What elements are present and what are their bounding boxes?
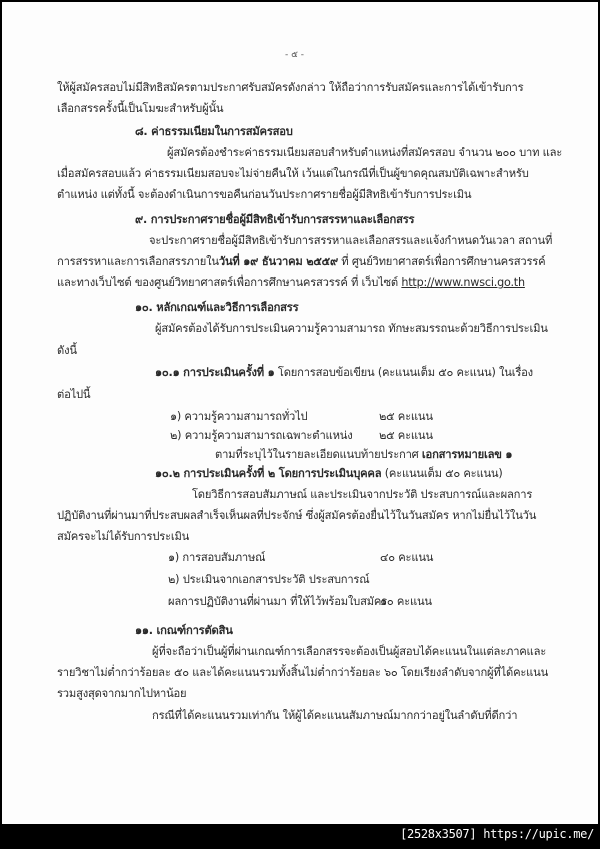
section-11-line-2: รายวิชาไม่ต่ำกว่าร้อยละ ๕๐ และได้คะแนนรวมทั้งสิ้นไม่ต่ำกว่าร้อยละ ๖๐ โดยเรียงลำดับจากผู้ที่ได้คะแนน <box>57 666 549 679</box>
website-link[interactable]: http://www.nwsci.go.th <box>401 276 525 289</box>
section-10-1-item-1-score: ๒๕ คะแนน <box>379 410 433 423</box>
section-11-line-1: ผู้ที่จะถือว่าเป็นผู้ที่ผ่านเกณฑ์การเลือกสรรจะต้องเป็นผู้สอบได้คะแนนในแต่ละภาคและ <box>152 645 547 658</box>
section-10-1-note-pre: ตามที่ระบุไว้ในรายละเอียดแนบท้ายประกาศ <box>215 448 422 461</box>
section-11-line-4: กรณีที่ได้คะแนนรวมเท่ากัน ให้ผู้ได้คะแนนสัมภาษณ์มากกว่าอยู่ในลำดับที่ดีกว่า <box>152 709 518 722</box>
document-page <box>2 2 598 824</box>
section-10-1-heading <box>155 366 533 380</box>
section-8-line-2: เมื่อสมัครสอบแล้ว ค่าธรรมเนียมสอบจะไม่จ่ายคืนให้ เว้นแต่ในกรณีที่เป็นผู้ขาดคุณสมบัติเฉพาะสำหรับ <box>57 167 529 180</box>
section-10-2-heading <box>155 467 503 481</box>
page-number: - ๕ - <box>285 50 305 60</box>
image-watermark: [2528x3507] https://upic.me/ <box>400 827 594 841</box>
section-11-line-3: รวมสูงสุดจากมากไปหาน้อย <box>57 687 187 700</box>
section-11-heading: ๑๑. เกณฑ์การตัดสิน <box>135 624 233 637</box>
announcement-date: วันที่ ๑๙ ธันวาคม ๒๕๕๙ <box>218 255 338 268</box>
section-9-line-2-pre: การสรรหาและการเลือกสรรภายใน <box>57 255 219 268</box>
section-10-2-item-3-score: ๑๐ คะแนน <box>380 595 432 608</box>
section-10-2-line-2: ปฏิบัติงานที่ผ่านมาที่ประสบผลสำเร็จเห็นผลที่ประจักษ์ ซึ่งผู้สมัครต้องยื่นไว้ในวันสมัคร หากไม่ยื่นไว้ในวัน <box>57 509 537 522</box>
section-9-line-2 <box>57 255 545 269</box>
section-8-line-1: ผู้สมัครต้องชำระค่าธรรมเนียมสอบสำหรับตำแหน่งที่สมัครสอบ จำนวน ๒๐๐ บาท และ <box>167 146 563 159</box>
section-10-1-cont: ต่อไปนี้ <box>57 388 91 401</box>
intro-line-1: ให้ผู้สมัครสอบไม่มีสิทธิสมัครตามประกาศรับสมัครดังกล่าว ให้ถือว่าการรับสมัครและการได้เข้ารับการ <box>57 81 524 94</box>
section-10-2-line-1: โดยวิธีการสอบสัมภาษณ์ และประเมินจากประวัติ ประสบการณ์และผลการ <box>192 488 533 501</box>
section-9-heading: ๙. การประกาศรายชื่อผู้มีสิทธิเข้ารับการสรรหาและเลือกสรร <box>135 213 415 226</box>
section-10-1-item-1-label: ๑) ความรู้ความสามารถทั่วไป <box>170 410 308 423</box>
section-10-2-title: ๑๐.๒ การประเมินครั้งที่ ๒ โดยการประเมินบุคคล <box>155 467 382 480</box>
section-10-2-item-3-label: ผลการปฏิบัติงานที่ผ่านมา ที่ให้ไว้พร้อมใบสมัคร <box>168 595 387 608</box>
section-8-heading: ๘. ค่าธรรมเนียมในการสมัครสอบ <box>135 125 293 138</box>
section-10-1-item-2-score: ๒๕ คะแนน <box>379 429 433 442</box>
document-reference: เอกสารหมายเลข ๑ <box>421 448 513 461</box>
section-10-line-1: ผู้สมัครต้องได้รับการประเมินความรู้ความสามารถ ทักษะสมรรถนะด้วยวิธีการประเมิน <box>155 322 548 335</box>
section-10-2-item-1-score: ๔๐ คะแนน <box>380 551 434 564</box>
section-10-1-item-2-label: ๒) ความรู้ความสามารถเฉพาะตำแหน่ง <box>170 429 353 442</box>
section-10-line-2: ดังนี้ <box>57 344 77 357</box>
section-9-line-3 <box>57 276 525 290</box>
section-10-1-rest: โดยการสอบข้อเขียน (คะแนนเต็ม ๕๐ คะแนน) ในเรื่อง <box>274 366 533 379</box>
section-10-2-item-1-label: ๑) การสอบสัมภาษณ์ <box>168 551 266 564</box>
section-8-line-3: ตำแหน่ง แต่ทั้งนี้ จะต้องดำเนินการขอคืนก่อนวันประกาศรายชื่อผู้มีสิทธิเข้ารับการประเมิน <box>57 188 472 201</box>
section-10-2-rest: (คะแนนเต็ม ๕๐ คะแนน) <box>381 467 503 480</box>
section-10-1-note <box>215 448 512 462</box>
section-9-line-1: จะประกาศรายชื่อผู้มีสิทธิเข้ารับการสรรหาและเลือกสรรและแจ้งกำหนดวันเวลา สถานที่ <box>149 234 553 247</box>
section-9-line-3-pre: และทางเว็บไซต์ ของศูนย์วิทยาศาสตร์เพื่อการศึกษานครสวรรค์ ที่ เว็บไซต์ <box>57 276 402 289</box>
section-10-2-item-2-label: ๒) ประเมินจากเอกสารประวัติ ประสบการณ์ <box>168 573 370 586</box>
intro-line-2: เลือกสรรครั้งนี้เป็นโมฆะสำหรับผู้นั้น <box>57 102 224 115</box>
section-10-2-line-3: สมัครจะไม่ได้รับการประเมิน <box>57 530 190 543</box>
section-9-line-2-post: ที่ ศูนย์วิทยาศาสตร์เพื่อการศึกษานครสวรรค์ <box>337 255 546 268</box>
section-10-heading: ๑๐. หลักเกณฑ์และวิธีการเลือกสรร <box>135 301 299 314</box>
section-10-1-title: ๑๐.๑ การประเมินครั้งที่ ๑ <box>155 366 275 379</box>
